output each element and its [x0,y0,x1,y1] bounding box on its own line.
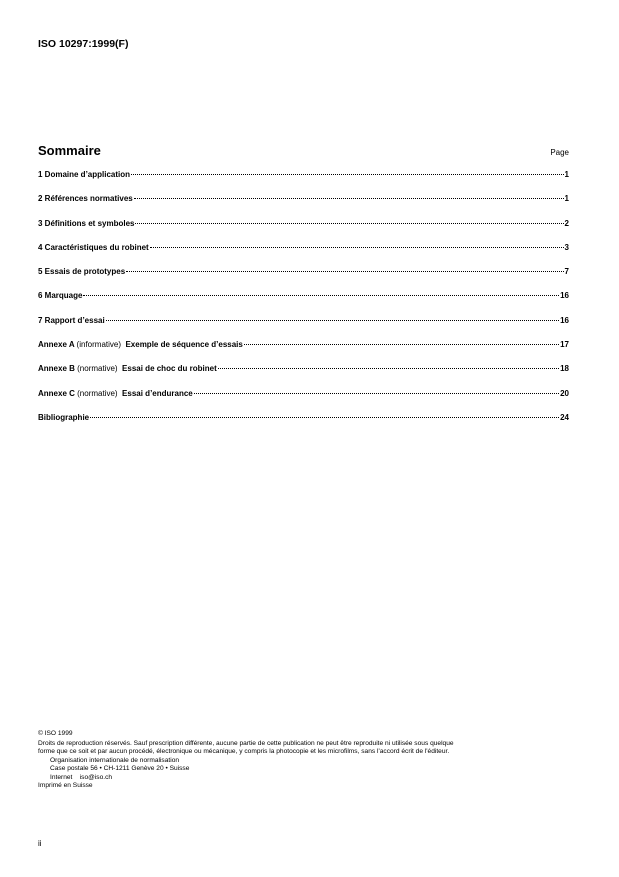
page-number: ii [38,839,42,848]
dot-leader [244,344,559,345]
dot-leader [150,247,564,248]
toc-entry-label: 5 Essais de prototypes [38,267,126,277]
document-id-header: ISO 10297:1999(F) [38,38,129,50]
internet-label: Internet [50,773,73,781]
dot-leader [90,417,559,418]
toc-title: Sommaire [38,143,101,158]
toc-entry-label: Annexe C [38,388,75,398]
dot-leader [134,198,564,199]
toc-entry-3-definitions[interactable] [38,219,569,243]
internet-contact [38,774,569,783]
dot-leader [83,295,559,296]
toc-entry-5-essais[interactable] [38,267,569,291]
toc-entry-page: 24 [560,412,569,422]
toc-entry-page: 16 [560,291,569,301]
toc-title-row [38,143,569,158]
toc-entry-page: 3 [564,242,569,252]
toc-entry-title: Essai de choc du robinet [122,364,217,374]
toc-entry-7-rapport[interactable] [38,316,569,340]
toc-entry-title: Exemple de séquence d’essais [125,340,243,350]
toc-entry-label: 1 Domaine d’application [38,170,131,179]
toc-entry-page: 20 [560,388,569,398]
copyright-footer [38,730,569,791]
toc-entry-page: 18 [560,364,569,374]
toc-entry-label: 4 Caractéristiques du robinet [38,242,149,252]
toc-entry-1-domaine[interactable] [38,170,569,194]
toc-entry-4-caracteristiques[interactable] [38,243,569,267]
toc-entry-page: 1 [564,170,569,179]
dot-leader [218,368,559,369]
dot-leader [194,393,559,394]
toc-entry-note: (normative) [77,364,118,374]
dot-leader [106,320,559,321]
toc-entry-note: (normative) [77,388,118,398]
dot-leader [135,223,563,224]
dot-leader [131,174,564,175]
toc-entry-annexe-a[interactable] [38,340,569,364]
internet-email-link[interactable]: iso@iso.ch [79,773,113,781]
rights-text-line-2: forme que ce soit et par aucun procédé, électronique ou mécanique, y compris la photocopie et les microfilms, sans l'accord écrit de l'éditeur. [38,748,450,755]
organisation-name: Organisation internationale de normalisation [50,756,180,764]
toc-entry-label: 3 Définitions et symboles [38,218,135,228]
toc-entry-label: 2 Références normatives [38,194,133,204]
toc-entry-label: 7 Rapport d’essai [38,315,105,325]
toc-entry-annexe-b[interactable] [38,364,569,388]
toc-entry-page: 16 [560,315,569,325]
toc-entry-page: 17 [560,340,569,350]
toc-entry-label: Annexe A [38,340,75,350]
toc-entry-note: (informative) [76,340,121,350]
toc-page-label: Page [550,148,569,157]
toc-entry-annexe-c[interactable] [38,389,569,413]
toc-entry-2-references[interactable] [38,194,569,218]
toc-entry-bibliographie[interactable] [38,413,569,437]
dot-leader [126,271,563,272]
toc-entry-page: 7 [564,267,569,277]
rights-text-line-1: Droits de reproduction réservés. Sauf prescription différente, aucune partie de cette publication ne peut être reproduite ni utilisée sous quelque [38,739,454,747]
table-of-contents [38,170,569,437]
printed-in: Imprimé en Suisse [38,782,93,789]
copyright-line: © ISO 1999 [38,730,73,737]
toc-entry-6-marquage[interactable] [38,291,569,315]
toc-entry-page: 2 [564,218,569,228]
postal-address: Case postale 56 • CH-1211 Genève 20 • Suisse [50,765,190,772]
toc-entry-page: 1 [564,194,569,204]
toc-entry-title: Essai d’endurance [122,388,193,398]
toc-entry-label: 6 Marquage [38,291,83,301]
toc-entry-label: Annexe B [38,364,75,374]
toc-entry-label: Bibliographie [38,412,90,422]
